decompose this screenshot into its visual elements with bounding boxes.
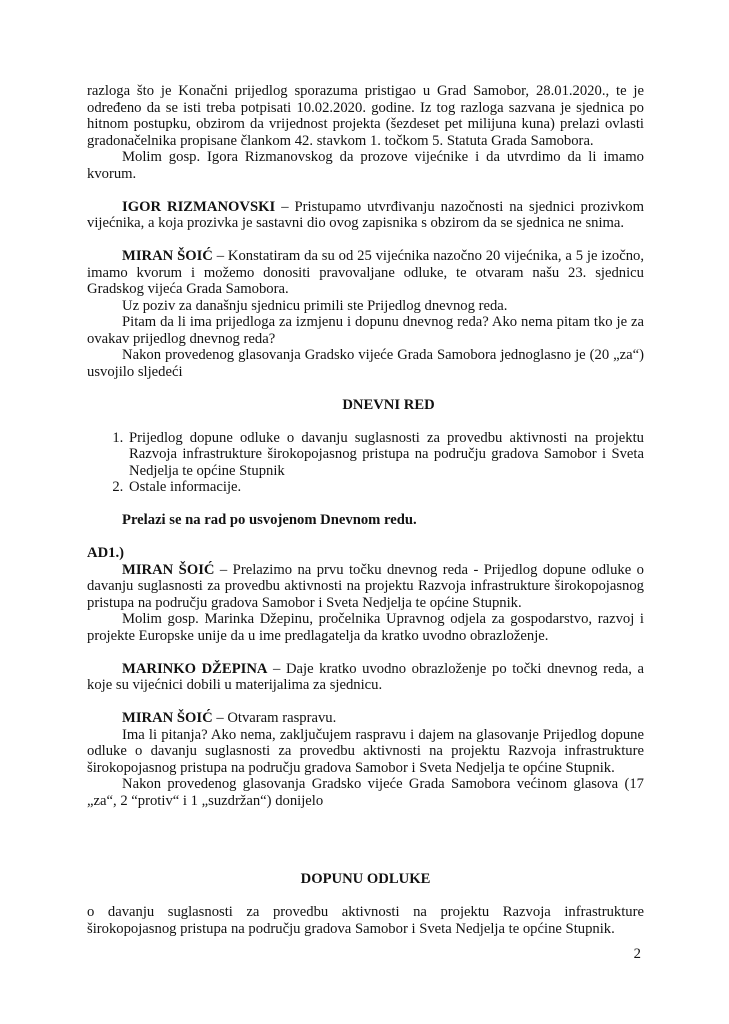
speech-text: – Prelazimo na prvu točku dnevnog reda - Prijedlog dopune odluke o davanju suglasnosti za provedbu aktivnosti na projektu Razvoja infrastrukture širokopojasnog pristupa na području gradova Samobor i Sveta Nedjelja te općine Stupnik.	[87, 561, 645, 611]
nakon-glasovanja-paragraph: Nakon provedenog glasovanja Gradsko vijeće Grada Samobora jednoglasno je (20 „za“) usvojilo sljedeći	[87, 347, 644, 380]
speech-text: – Otvaram raspravu.	[212, 710, 337, 726]
nakon-glasovanja-2-paragraph: Nakon provedenog glasovanja Gradsko vijeće Grada Samobora većinom glasova (17 „za“, 2 “protiv“ i 1 „suzdržan“) donijelo	[87, 776, 644, 809]
continuation-paragraph: razloga što je Konačni prijedlog sporazuma pristigao u Grad Samobor, 28.01.2020., te je određeno da se isti treba potpisati 10.02.2020. godine. Iz tog razloga sazvana je sjednica po hitnom postupku, obzirom da vrijednost projekta (šezdeset pet milijuna kuna) prelazi ovlasti gradonačelnika propisane člankom 42. stavkom 1. točkom 5. Statuta Grada Samobora.	[87, 83, 644, 149]
speaker-name: MARINKO DŽEPINA	[122, 660, 268, 677]
ad1-label: AD1.)	[87, 545, 125, 561]
pitam-paragraph: Pitam da li ima prijedloga za izmjenu i dopunu dnevnog reda? Ako nema pitam tko je za ovakav prijedlog dnevnog reda?	[87, 314, 644, 347]
speech-text: – Daje kratko uvodno obrazloženje po točki dnevnog reda, a koje su vijećnici dobili u materijalima za sjednicu.	[87, 660, 644, 693]
dopunu-odluke-heading: DOPUNU ODLUKE	[300, 871, 431, 887]
speaker-name: MIRAN ŠOIĆ	[122, 710, 213, 726]
agenda-list	[87, 430, 644, 496]
dnevni-red-heading: DNEVNI RED	[342, 396, 435, 413]
speech-text: – Pristupamo utvrđivanju nazočnosti na sjednici prozivkom vijećnika, a koja prozivka je sastavni dio ovog zapisnika s obzirom da se sjednica ne snima.	[87, 198, 644, 231]
prelazi-paragraph: Prelazi se na rad po usvojenom Dnevnom redu.	[122, 512, 417, 528]
agenda-item: 1. Prijedlog dopune odluke o davanju suglasnosti za provedbu aktivnosti na projektu Razvoja infrastrukture širokopojasnog pristupa na području gradova Samobor i Sveta Nedjelja te općine Stupnik	[127, 430, 644, 480]
miran-ad1-speech-paragraph	[87, 562, 644, 612]
page-number: 2	[633, 946, 641, 962]
uz-poziv-paragraph: Uz poziv za današnju sjednicu primili ste Prijedlog dnevnog reda.	[122, 297, 508, 314]
dopuna-text-paragraph: o davanju suglasnosti za provedbu aktivnosti na projektu Razvoja infrastrukture širokopojasnog pristupa na području gradova Samobor i Sveta Nedjelja te općine Stupnik.	[87, 904, 644, 937]
miran-otvaram-speech-paragraph	[87, 710, 644, 727]
miran-quorum-speech-paragraph	[87, 248, 644, 298]
marinko-speech-paragraph	[87, 661, 644, 694]
molim-marinko-paragraph: Molim gosp. Marinka Džepinu, pročelnika Upravnog odjela za gospodarstvo, razvoj i projekte Europske unije da u ime predlagatelja da kratko uvodno obrazloženje.	[87, 611, 644, 644]
agenda-item: 2. Ostale informacije.	[127, 479, 644, 496]
speaker-name: MIRAN ŠOIĆ	[122, 561, 215, 578]
molim-igor-paragraph: Molim gosp. Igora Rizmanovskog da prozove vijećnike i da utvrdimo da li imamo kvorum.	[87, 149, 644, 182]
speaker-name: IGOR RIZMANOVSKI	[122, 198, 276, 215]
speech-text: – Konstatiram da su od 25 vijećnika nazočno 20 vijećnika, a 5 je izočno, imamo kvorum i možemo donositi pravovaljane odluke, te otvaram našu 23. sjednicu Gradskog vijeća Grada Samobora.	[87, 248, 644, 297]
speaker-name: MIRAN ŠOIĆ	[122, 248, 213, 264]
ima-li-pitanja-paragraph: Ima li pitanja? Ako nema, zaključujem raspravu i dajem na glasovanje Prijedlog dopune odluke o davanju suglasnosti za provedbu aktivnosti na projektu Razvoja infrastrukture širokopojasnog pristupa na području gradova Samobor i Sveta Nedjelja te općine Stupnik.	[87, 726, 644, 776]
igor-speech-paragraph	[87, 199, 644, 232]
